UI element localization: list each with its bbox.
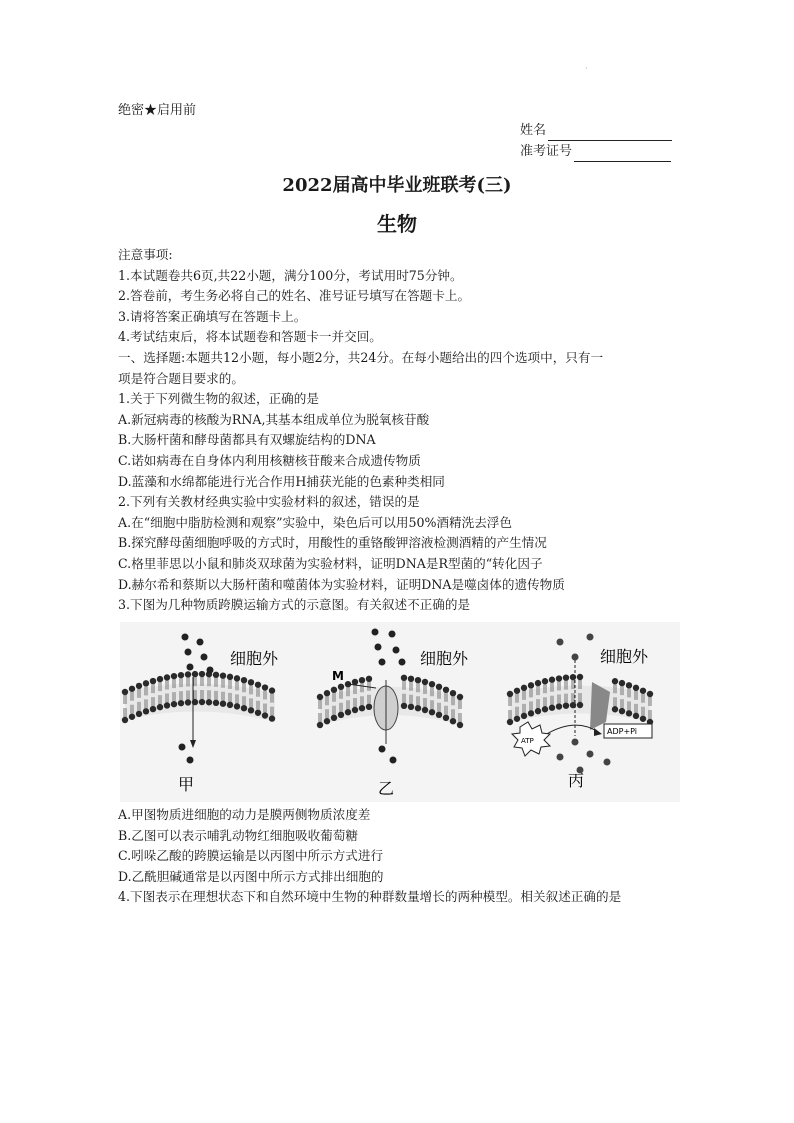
name-blank[interactable]	[548, 125, 672, 141]
question-option: D.乙酰胆碱通常是以丙图中所示方式排出细胞的	[118, 868, 384, 884]
id-field-row	[520, 141, 672, 162]
question-stem: 1.关于下列微生物的叙述，正确的是	[118, 391, 319, 407]
outside-label: 细胞外	[600, 647, 649, 666]
atp-label: ATP	[521, 737, 534, 745]
question-stem: 4.下图表示在理想状态下和自然环境中生物的种群数量增长的两种模型。相关叙述正确的是	[118, 889, 622, 905]
question-option: D.蓝藻和水绵都能进行光合作用H捕获光能的色素种类相同	[118, 473, 445, 489]
adp-label: ADP+Pi	[607, 727, 638, 736]
note-item: 4.考试结束后，将本试题卷和答题卡一并交回。	[118, 329, 382, 345]
panel-label: 乙	[378, 779, 395, 798]
section-intro: 项是符合题目要求的。	[118, 370, 244, 386]
outside-label: 细胞外	[230, 649, 279, 668]
candidate-fields	[520, 120, 672, 162]
question-stem: 2.下列有关教材经典实验中实验材料的叙述，错误的是	[118, 494, 420, 510]
membrane-transport-figure	[120, 622, 680, 802]
exam-body	[118, 245, 678, 616]
exam-title: 2022届高中毕业班联考(三)	[282, 175, 512, 196]
question-option: A.甲图物质进细胞的动力是膜两侧物质浓度差	[118, 807, 371, 822]
question-option: D.赫尔希和蔡斯以大肠杆菌和噬菌体为实验材料，证明DNA是噬卤体的遗传物质	[118, 576, 565, 592]
note-item: 1.本试题卷共6页,共22小题，满分100分，考试用时75分钟。	[118, 267, 463, 283]
panel-label: 丙	[568, 771, 585, 790]
exam-body-continued	[118, 805, 688, 908]
name-label: 姓名	[520, 123, 547, 138]
outside-label: 细胞外	[420, 649, 469, 668]
question-option: C.格里菲思以小鼠和肺炎双球菌为实验材料，证明DNA是R型菌的“转化因子	[118, 555, 543, 571]
question-option: B.探究酵母菌细胞呼吸的方式时，用酸性的重铬酸钾溶液检测酒精的产生情况	[118, 535, 547, 551]
section-intro: 一、选择题:本题共12小题，每小题2分，共24分。在每小题给出的四个选项中，只有一	[118, 349, 604, 365]
question-option: C.诺如病毒在自身体内利用核糖核苷酸来合成遗传物质	[118, 452, 421, 468]
page-mark: ·	[585, 64, 588, 73]
note-item: 2.答卷前，考生务必将自己的姓名、准号证号填写在答题卡上。	[118, 288, 471, 304]
panel-label: 甲	[178, 775, 195, 794]
protein-label: M	[332, 669, 344, 683]
question-option: C.吲哚乙酸的跨膜运输是以丙图中所示方式进行	[118, 848, 384, 864]
secret-label: 绝密★启用前	[118, 103, 197, 118]
question-option: A.在“细胞中脂肪检测和观察”实验中，染色后可以用50%酒精洗去浮色	[118, 514, 512, 530]
note-item: 3.请将答案正确填写在答题卡上。	[118, 308, 307, 324]
question-option: A.新冠病毒的核酸为RNA,其基本组成单位为脱氧核苷酸	[118, 411, 430, 427]
question-stem: 3.下图为几种物质跨膜运输方式的示意图。有关叙述不正确的是	[118, 597, 471, 613]
question-option: B.大肠杆菌和酵母菌都具有双螺旋结构的DNA	[118, 432, 376, 448]
subject-title: 生物	[377, 212, 417, 236]
name-field-row	[520, 120, 672, 141]
id-blank[interactable]	[574, 146, 671, 162]
question-option: B.乙图可以表示哺乳动物红细胞吸收葡萄糖	[118, 827, 358, 843]
id-label: 准考证号	[520, 144, 573, 159]
notes-heading: 注意事项:	[118, 247, 173, 262]
